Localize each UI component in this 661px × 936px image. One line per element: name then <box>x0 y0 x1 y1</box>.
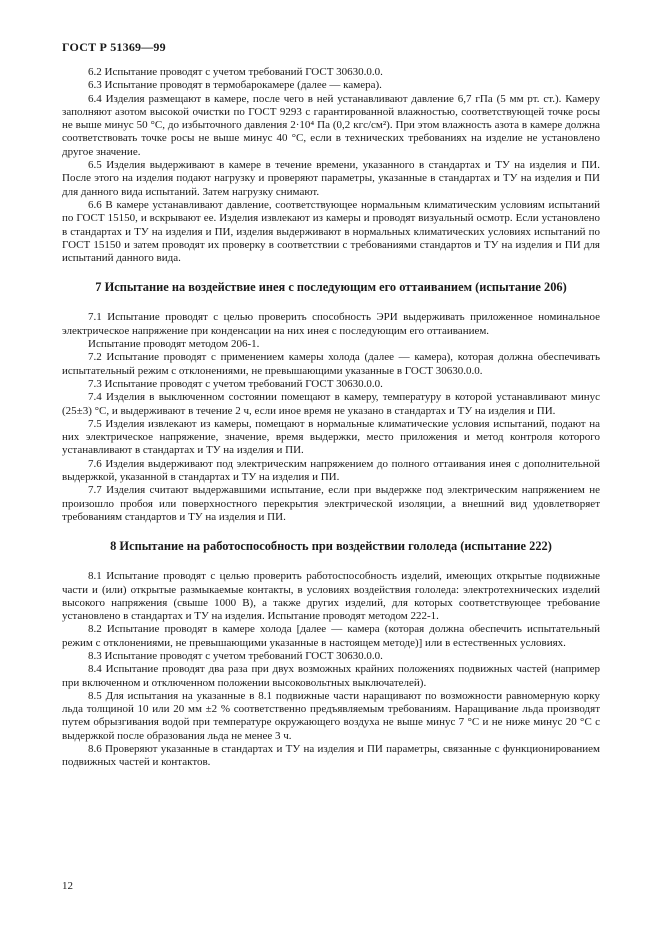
paragraph: 7.2 Испытание проводят с применением камеры холода (далее — камера), которая должна обеспечивать испытательный режим с отклонениями, не превышающими указанные в ГОСТ 30630.0.0. <box>62 351 600 377</box>
paragraph: 6.4 Изделия размещают в камере, после чего в ней устанавливают давление 6,7 гПа (5 мм рт. ст.). Камеру заполняют азотом высокой очистки по ГОСТ 9293 с гарантированной влажностью, соответствующей точке росы не выше минус 50 °С, до избыточного давления 2·10⁴ Па (0,2 кгс/см²). При этом влажность азота в камере должна соответствовать точке росы не выше минус 40 °С, если в технических требованиях на изделие не установлено другое значение. <box>62 92 600 158</box>
paragraph: 6.2 Испытание проводят с учетом требований ГОСТ 30630.0.0. <box>88 66 383 78</box>
paragraph: 6.6 В камере устанавливают давление, соответствующее нормальным климатическим условиям испытаний по ГОСТ 15150, и вскрывают ее. Изделия извлекают из камеры и проводят визуальный осмотр. Если установлено в стандартах и ТУ на изделия и ПИ, изделия выдерживают в нормальных климатических условиях испытаний по ГОСТ 15150 и затем проводят их проверку в соответствии с требованиями стандартов и ТУ на изделия и ПИ для испытаний данного вида. <box>62 198 600 265</box>
paragraph: 8.1 Испытание проводят с целью проверить работоспособность изделий, имеющих открытые подвижные части и (или) открытые размыкаемые контакты, в условиях воздействия гололеда: электротехнических изделий высокого напряжения (свыше 1000 В), а также других изделий, для которых соответствующее требование установлено в стандартах и ТУ на изделия. Испытание проводят методом 222-1. <box>62 570 600 623</box>
paragraph: 8.3 Испытание проводят с учетом требований ГОСТ 30630.0.0. <box>88 649 383 662</box>
paragraph: 8.4 Испытание проводят два раза при двух возможных крайних положениях подвижных частей (например при включенном и отключенном положении высоковольтных выключателей). <box>62 663 600 689</box>
page-number: 12 <box>62 880 73 892</box>
paragraph: 8.2 Испытание проводят в камере холода [далее — камера (которая должна обеспечить испытательный режим с отклонениями, не превышающими указанные в настоящем методе)] или в естественных условиях. <box>62 623 600 649</box>
paragraph: 7.3 Испытание проводят с учетом требований ГОСТ 30630.0.0. <box>88 377 383 390</box>
paragraph: 7.1 Испытание проводят с целью проверить способность ЭРИ выдерживать приложенное номинальное электрическое напряжение при конденсации на них инея с последующим его оттаиванием. <box>62 311 600 337</box>
paragraph: 8.5 Для испытания на указанные в 8.1 подвижные части наращивают по возможности равномерную корку льда толщиной 10 или 20 мм ±2 % соответственно предъявляемым требованиям. Наращивание льда производят путем обрызгивания водой при температуре окружающего воздуха не выше минус 7 °С и не ниже минус 20 °С с выдержкой после образования льда не менее 3 ч. <box>62 689 600 742</box>
paragraph: 7.6 Изделия выдерживают под электрическим напряжением до полного оттаивания инея с дополнительной выдержкой, указанной в стандартах и ТУ на изделия и ПИ. <box>62 457 600 484</box>
running-header: ГОСТ Р 51369—99 <box>62 40 166 54</box>
section-heading-7: 7 Испытание на воздействие инея с последующим его оттаиванием (испытание 206) <box>95 280 567 295</box>
paragraph: 7.5 Изделия извлекают из камеры, помещают в нормальные климатические условия испытаний, подают на них электрическое напряжение, значение, время выдержки, место приложения и метод контроля которого устанавливают в стандартах и ТУ на изделия и ПИ. <box>62 417 600 457</box>
paragraph: 8.6 Проверяют указанные в стандартах и ТУ на изделия и ПИ параметры, связанные с функционированием подвижных частей и контактов. <box>62 743 600 769</box>
paragraph: 6.5 Изделия выдерживают в камере в течение времени, указанного в стандартах и ТУ на изделия и ПИ. После этого на изделия подают нагрузку и проверяют параметры, указанные в стандартах и ТУ на изделия и ПИ для данного вида испытаний. Затем нагрузку снимают. <box>62 159 600 198</box>
page-body <box>62 66 600 770</box>
paragraph: 7.4 Изделия в выключенном состоянии помещают в камеру, температуру в которой устанавливают минус (25±3) °С, и выдерживают в течение 2 ч, если иное время не указано в стандартах и ТУ на изделия и ПИ. <box>62 391 600 417</box>
section-heading-8: 8 Испытание на работоспособность при воздействии гололеда (испытание 222) <box>110 539 552 554</box>
paragraph: 7.7 Изделия считают выдержавшими испытание, если при выдержке под электрическим напряжением не произошло пробоя или поверхностного перекрытия электрической изоляции, а внешний вид удовлетворяет требованиям стандартов и ТУ на изделия и ПИ. <box>62 484 600 523</box>
paragraph: 6.3 Испытание проводят в термобарокамере (далее — камера). <box>88 79 382 92</box>
paragraph: Испытание проводят методом 206-1. <box>88 338 260 351</box>
